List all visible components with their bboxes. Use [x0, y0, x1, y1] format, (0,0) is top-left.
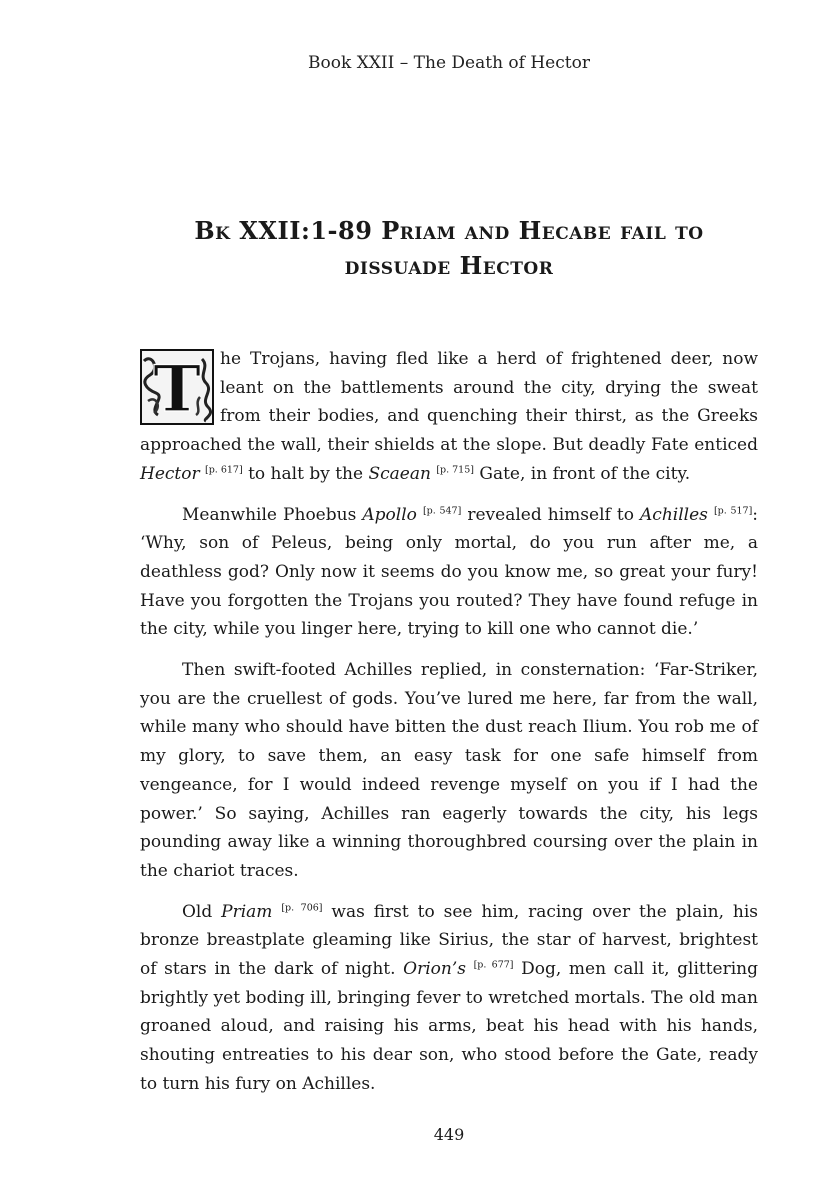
- decorative-drop-cap-t: [140, 349, 214, 425]
- chapter-title: Bk XXII:1-89 Priam and Hecabe fail to dissuade Hector: [194, 216, 704, 280]
- running-head: Book XXII – The Death of Hector: [308, 53, 590, 73]
- paragraph-3: Then swift-footed Achilles replied, in consternation: ‘Far-Striker, you are the cruellest of gods. You’ve lured me here, far from the wall, while many who should have bitten the dust reach Ilium. You rob me of my glory, to save them, an easy task for one safe himself from vengeance, for I would indeed revenge myself on you if I had the power.’ So saying, Achilles ran eagerly towards the city, his legs pounding away like a winning thoroughbred coursing over the plain in the chariot traces.: [140, 660, 758, 881]
- svg-text:T: T: [153, 352, 201, 425]
- paragraph-4: Old Priam [p. 706] was first to see him, racing over the plain, his bronze breastplate gleaming like Sirius, the star of harvest, brightest of stars in the dark of night. Orion’s [p. 677] Dog, men call it, glittering brightly yet boding ill, bringing fever to wretched mortals. The old man groaned aloud, and raising his arms, beat his head with his hands, shouting entreaties to his dear son, who stood before the Gate, ready to turn his fury on Achilles.: [140, 901, 759, 1094]
- page-number: 449: [433, 1125, 465, 1144]
- body-text: [140, 345, 758, 1111]
- paragraph-1: T he Trojans, having fled like a herd of frightened deer, now leant on the battlements around the city, drying the sweat from their bodies, and quenching their thirst, as the Greeks approached the wall, their shields at the slope. But deadly Fate enticed Hector [p. 617] to halt by the Scaean [p. 715] Gate, in front of the city.: [140, 349, 758, 484]
- paragraph-2: Meanwhile Phoebus Apollo [p. 547] revealed himself to Achilles [p. 517]: ‘Why, son of Peleus, being only mortal, do you run after me, a deathless god? Only now it seems do you know me, so great your fury! Have you forgotten the Trojans you routed? They have found refuge in the city, while you linger here, trying to kill one who cannot die.’: [140, 504, 759, 640]
